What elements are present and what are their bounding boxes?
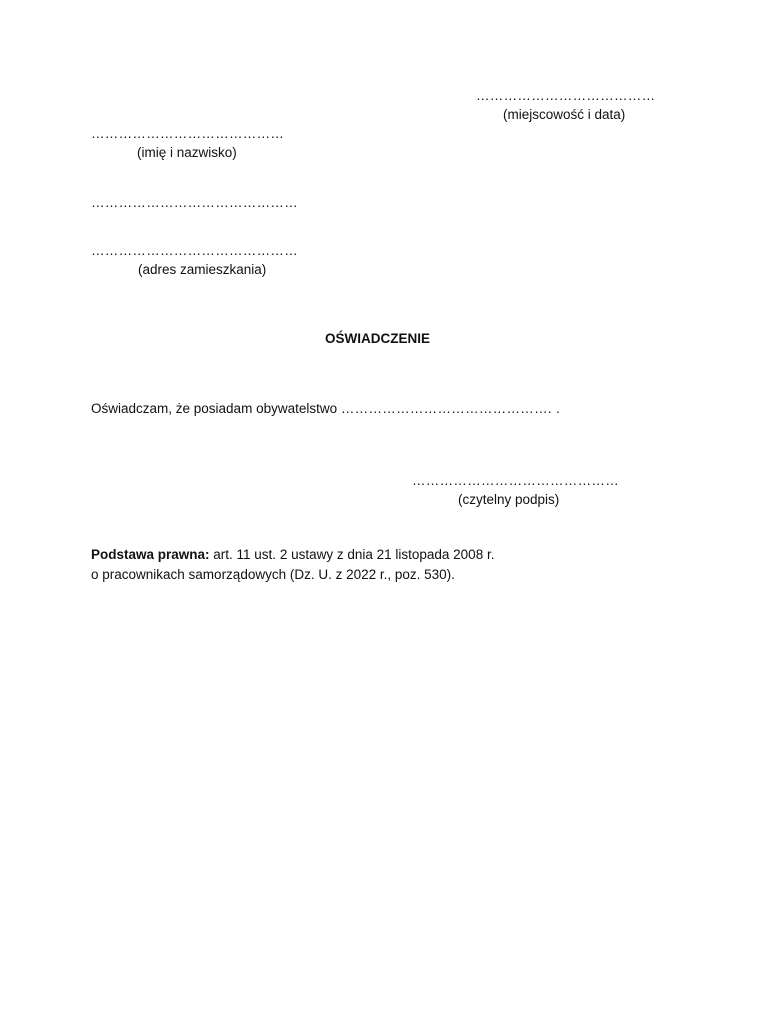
legal-basis-label: Podstawa prawna: — [91, 547, 210, 562]
address-line-1: ……………………………………… — [91, 195, 298, 210]
statement-line — [91, 401, 560, 416]
legal-basis-line-2: o pracownikach samorządowych (Dz. U. z 2022 r., poz. 530). — [91, 567, 455, 582]
address-label: (adres zamieszkania) — [138, 262, 267, 277]
document-title: OŚWIADCZENIE — [325, 331, 431, 346]
signature-label: (czytelny podpis) — [458, 492, 560, 507]
address-line-2: ……………………………………… — [91, 243, 298, 258]
citizenship-fill-line: ………………………………………. . — [340, 401, 561, 416]
legal-basis-text-1: art. 11 ust. 2 ustawy z dnia 21 listopada 2008 r. — [209, 547, 495, 562]
name-label: (imię i nazwisko) — [137, 145, 237, 160]
place-date-label: (miejscowość i data) — [503, 107, 626, 122]
name-line: …………………………………… — [91, 126, 285, 141]
statement-text: Oświadczam, że posiadam obywatelstwo — [91, 401, 338, 416]
place-date-line: ………………………………… — [476, 88, 656, 103]
legal-basis-line-1 — [91, 547, 494, 562]
signature-line: ……………………………………… — [412, 473, 619, 488]
